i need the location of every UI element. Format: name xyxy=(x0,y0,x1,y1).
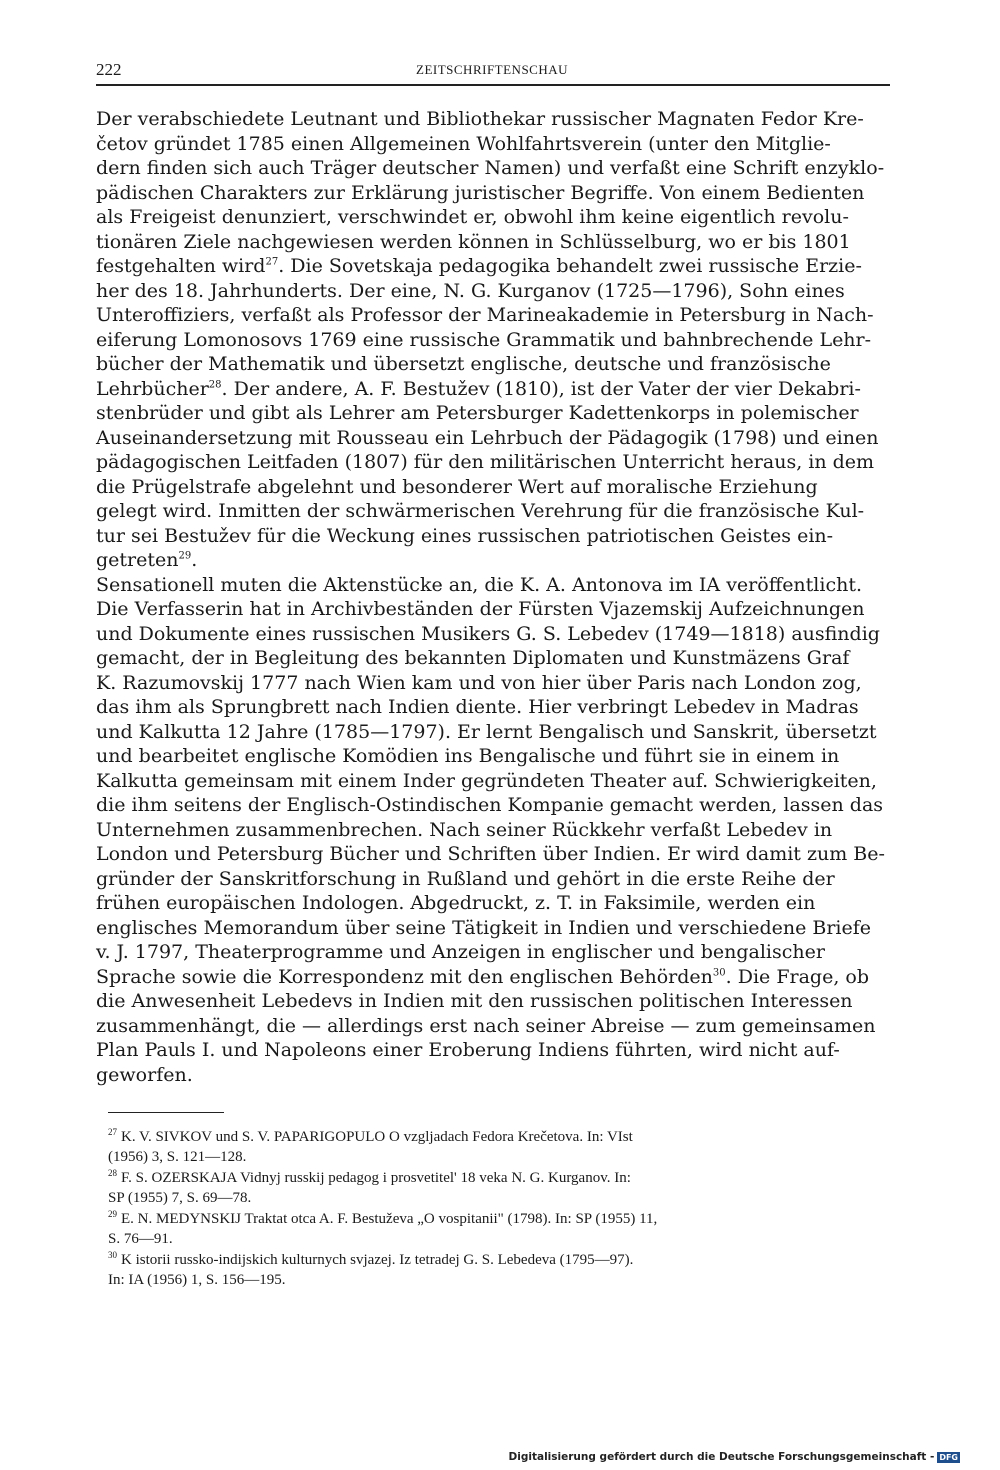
paragraph-1 xyxy=(96,107,894,573)
text-line: Kalkutta gemeinsam mit einem Inder gegründeten Theater auf. Schwierigkeiten, xyxy=(96,769,877,792)
text-line xyxy=(96,548,894,573)
text-line: Die Verfasserin hat in Archivbeständen der Fürsten Vjazemskij Aufzeichnungen xyxy=(96,598,865,620)
text-line: bücher der Mathematik und übersetzt englische, deutsche und französische xyxy=(96,353,831,375)
dfg-logo: DFG xyxy=(939,1452,958,1462)
text-fragment: . Die Sovetskaja pedagogika behandelt zwei russische Erzie- xyxy=(278,255,862,277)
text-line: englisches Memorandum über seine Tätigkeit in Indien und verschiedene Briefe xyxy=(96,916,872,939)
text-line: K. Razumovskij 1777 nach Wien kam und von hier über Paris nach London zog, xyxy=(96,671,862,694)
footnote-text-cont: (1956) 3, S. 121—128. xyxy=(108,1148,247,1165)
page-number: 222 xyxy=(96,60,122,79)
text-line: Unteroffiziers, verfaßt als Professor der Marineakademie in Petersburg in Nach- xyxy=(96,304,874,326)
text-line: die ihm seitens der Englisch-Ostindischen Kompanie gemacht werden, lassen das xyxy=(96,794,884,816)
funding-credit xyxy=(509,1451,960,1463)
text-line: eiferung Lomonosovs 1769 eine russische Grammatik und bahnbrechende Lehr- xyxy=(96,328,872,351)
text-line: stenbrüder und gibt als Lehrer am Petersburger Kadettenkorps in polemischer xyxy=(96,402,859,424)
text-line: her des 18. Jahrhunderts. Der eine, N. G. Kurganov (1725—1796), Sohn eines xyxy=(96,279,845,302)
text-line: dern finden sich auch Träger deutscher Namen) und verfaßt eine Schrift enzyklo- xyxy=(96,157,885,179)
footnote-ref-30[interactable]: 30 xyxy=(712,967,726,979)
text-line: Der verabschiedete Leutnant und Bibliothekar russischer Magnaten Fedor Kre- xyxy=(96,108,864,130)
page-header xyxy=(96,60,890,86)
text-line: četov gründet 1785 einen Allgemeinen Wohlfahrtsverein (unter den Mitglie- xyxy=(96,132,831,155)
text-line: Sensationell muten die Aktenstücke an, die K. A. Antonova im IA veröffentlicht. xyxy=(96,573,863,596)
footnote-number: 30 xyxy=(108,1250,117,1260)
text-line: gemacht, der in Begleitung des bekannten Diplomaten und Kunstmäzens Graf xyxy=(96,647,850,669)
body-text xyxy=(96,107,894,1087)
footnote-text-cont: SP (1955) 7, S. 69—78. xyxy=(108,1189,252,1206)
footnote-text: K istorii russko-indijskich kulturnych svjazej. Iz tetradej G. S. Lebedeva (1795—97). xyxy=(121,1252,634,1268)
text-line: die Anwesenheit Lebedevs in Indien mit den russischen politischen Interessen xyxy=(96,990,853,1012)
footnote-ref-27[interactable]: 27 xyxy=(265,256,279,268)
running-head: ZEITSCHRIFTENSCHAU xyxy=(416,62,569,77)
text-line: als Freigeist denunziert, verschwindet er, obwohl ihm keine eigentlich revolu- xyxy=(96,206,849,228)
text-line: zusammenhängt, die — allerdings erst nach seiner Abreise — zum gemeinsamen xyxy=(96,1014,876,1037)
footnote-text: F. S. OZERSKAJA Vidnyj russkij pedagog i prosvetitel' 18 veka N. G. Kurganov. In: xyxy=(121,1170,631,1186)
text-line: gelegt wird. Inmitten der schwärmerischen Verehrung für die französische Kul- xyxy=(96,500,865,522)
footnote-text-cont: In: IA (1956) 1, S. 156—195. xyxy=(108,1271,286,1288)
footnote-29 xyxy=(108,1210,898,1249)
text-line: Auseinandersetzung mit Rousseau ein Lehrbuch der Pädagogik (1798) und einen xyxy=(96,426,879,449)
text-line: pädagogischen Leitfaden (1807) für den militärischen Unterricht heraus, in dem xyxy=(96,451,875,473)
footnote-27 xyxy=(108,1128,898,1167)
footnote-text: E. N. MEDYNSKIJ Traktat otca A. F. Bestuževa „O vospitanii" (1798). In: SP (1955) 11, xyxy=(121,1211,658,1227)
text-line: frühen europäischen Indologen. Abgedruckt, z. T. in Faksimile, werden ein xyxy=(96,892,816,914)
footnote-divider xyxy=(108,1112,224,1113)
text-line: tionären Ziele nachgewiesen werden können in Schlüsselburg, wo er bis 1801 xyxy=(96,230,851,253)
text-line: die Prügelstrafe abgelehnt und besonderer Wert auf moralische Erziehung xyxy=(96,475,818,498)
footnote-28 xyxy=(108,1169,898,1208)
text-line: und Dokumente eines russischen Musikers G. S. Lebedev (1749—1818) ausfindig xyxy=(96,622,880,645)
text-line: London und Petersburg Bücher und Schriften über Indien. Er wird damit zum Be- xyxy=(96,843,885,865)
text-fragment: . xyxy=(191,549,198,571)
text-line: Unternehmen zusammenbrechen. Nach seiner Rückkehr verfaßt Lebedev in xyxy=(96,818,833,841)
text-line xyxy=(96,965,894,990)
text-line xyxy=(96,377,894,402)
text-line: geworfen. xyxy=(96,1063,193,1086)
footnote-30 xyxy=(108,1251,898,1290)
text-line: v. J. 1797, Theaterprogramme und Anzeigen in englischer und bengalischer xyxy=(96,941,825,963)
footnote-text: K. V. SIVKOV und S. V. PAPARIGOPULO O vzgljadach Fedora Krečetova. In: VIst xyxy=(121,1129,633,1145)
text-fragment: Lehrbücher xyxy=(96,377,209,400)
text-line: und bearbeitet englische Komödien ins Bengalische und führt sie in einem in xyxy=(96,745,840,767)
footnote-number: 28 xyxy=(108,1168,117,1178)
footnote-ref-28[interactable]: 28 xyxy=(208,379,222,391)
funding-credit-text: Digitalisierung gefördert durch die Deutsche Forschungsgemeinschaft - xyxy=(508,1451,935,1463)
text-line: Plan Pauls I. und Napoleons einer Eroberung Indiens führten, wird nicht auf- xyxy=(96,1039,840,1061)
text-line xyxy=(96,254,894,279)
footnote-ref-29[interactable]: 29 xyxy=(178,550,192,562)
text-line: das ihm als Sprungbrett nach Indien diente. Hier verbringt Lebedev in Madras xyxy=(96,696,859,718)
text-line: pädischen Charakters zur Erklärung juristischer Begriffe. Von einem Bedienten xyxy=(96,181,865,204)
text-fragment: getreten xyxy=(96,549,179,571)
text-line: gründer der Sanskritforschung in Rußland und gehört in die erste Reihe der xyxy=(96,867,835,890)
text-line: tur sei Bestužev für die Weckung eines russischen patriotischen Geistes ein- xyxy=(96,524,834,547)
text-fragment: Sprache sowie die Korrespondenz mit den englischen Behörden xyxy=(96,965,713,988)
text-line: und Kalkutta 12 Jahre (1785—1797). Er lernt Bengalisch und Sanskrit, übersetzt xyxy=(96,720,877,743)
paragraph-2 xyxy=(96,573,894,1088)
footnotes xyxy=(108,1128,898,1292)
text-fragment: . Der andere, A. F. Bestužev (1810), ist der Vater der vier Dekabri- xyxy=(221,377,861,400)
footnote-number: 27 xyxy=(108,1127,117,1137)
footnote-text-cont: S. 76—91. xyxy=(108,1230,173,1247)
footnote-number: 29 xyxy=(108,1209,117,1219)
text-fragment: festgehalten wird xyxy=(96,255,266,277)
text-fragment: . Die Frage, ob xyxy=(725,965,869,988)
